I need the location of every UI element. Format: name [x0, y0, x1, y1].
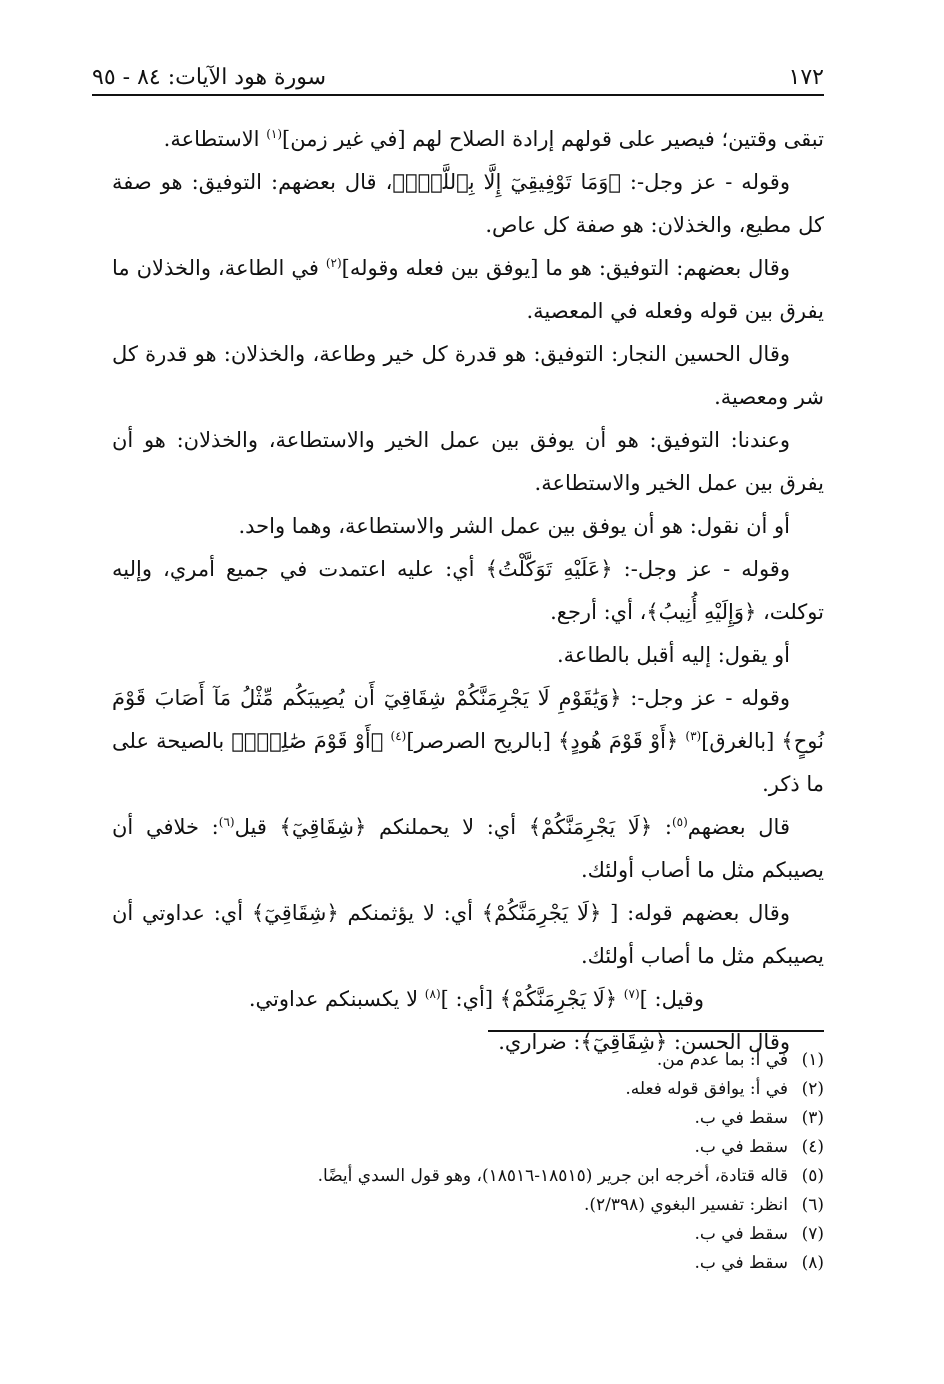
footnote: (٢)في أ: يوافق قوله فعله.: [625, 1079, 824, 1099]
paragraph: قال بعضهم$^{(٥)}$: ﴿لَا يَجْرِمَنَّكُمْ﴾ أي: لا يحملنكم ﴿شِقَاقِيٓ﴾ قيل$^{(٦)}$: خلافي أن يصيبكم مثل ما أصاب أولئك.: [112, 815, 824, 882]
footnote-ref[interactable]: (٦): [218, 815, 235, 829]
running-title: سورة هود الآيات: ٨٤ - ٩٥: [92, 65, 327, 90]
paragraph: وقال بعضهم قوله: [ ﴿لَا يَجْرِمَنَّكُمْ﴾ أي: لا يؤثمنكم ﴿شِقَاقِيٓ﴾ أي: عداوتي أن يصيبكم مثل ما أصاب أولئك.: [112, 901, 824, 968]
paragraph: وقوله - عز وجل-: ﴿وَيَٰقَوْمِ لَا يَجْرِمَنَّكُمْ شِقَاقِيٓ أَن يُصِيبَكُم مِّثْلُ مَآ أَصَابَ قَوْمَ نُوحٍ﴾ [بالغرق]$^{(٣)}$ ﴿أَوْ قَوْمَ هُودٍ﴾ [بالريح الصرصر]$^{(٤)}$ ﴿أَوْ قَوْمَ صَٰلِحٍۚ﴾ بالصيحة على ما ذكر.: [112, 686, 824, 796]
footnote-ref[interactable]: (٥): [671, 815, 688, 829]
paragraph: وقال بعضهم: التوفيق: هو ما [يوفق بين فعله وقوله]$^{(٢)}$ في الطاعة، والخذلان ما يفرق بين قوله وفعله في المعصية.: [112, 256, 824, 323]
paragraph: وقوله - عز وجل-: ﴿عَلَيْهِ تَوَكَّلْتُ﴾ أي: عليه اعتمدت في جميع أمري، وإليه توكلت، ﴿وَإِلَيْهِ أُنِيبُ﴾، أي: أرجع.: [112, 557, 824, 624]
main-text: [112, 118, 824, 1064]
paragraph: وقوله - عز وجل-: ﴿وَمَا تَوْفِيقِيٓ إِلَّا بِٱللَّهِۚ﴾، قال بعضهم: التوفيق: هو صفة كل مطيع، والخذلان: هو صفة كل عاص.: [112, 170, 824, 237]
footnote-ref[interactable]: (٤): [390, 729, 407, 743]
footnote-ref[interactable]: (٨): [424, 987, 441, 1001]
footnote-ref[interactable]: (١): [266, 127, 283, 141]
paragraph: وقال الحسن: ﴿شِقَاقِيٓ﴾: ضراري.: [498, 1030, 790, 1054]
footnote-ref[interactable]: (٧): [623, 987, 640, 1001]
footnote: (٧)سقط في ب.: [694, 1224, 824, 1244]
paragraph: أو أن نقول: هو أن يوفق بين عمل الشر والاستطاعة، وهما واحد.: [238, 514, 790, 538]
paragraph: وقيل: ]$^{(٧)}$ ﴿لَا يَجْرِمَنَّكُمْ﴾ [أي: ]$^{(٨)}$ لا يكسبنكم عداوتي.: [248, 987, 704, 1011]
footnotes-list: [112, 1046, 824, 1278]
paragraph: وقال الحسين النجار: التوفيق: هو قدرة كل خير وطاعة، والخذلان: هو قدرة كل شر ومعصية.: [112, 342, 824, 409]
footnote: (٥)قاله قتادة، أخرجه ابن جرير (١٨٥١٥-١٨٥١٦)، وهو قول السدي أيضًا.: [317, 1166, 824, 1186]
paragraph: وعندنا: التوفيق: هو أن يوفق بين عمل الخير والاستطاعة، والخذلان: هو أن يفرق بين عمل الخير والاستطاعة.: [112, 428, 824, 495]
page-number: ١٧٢: [788, 65, 824, 90]
footnote: (١)في أ: بما عدم من.: [656, 1050, 824, 1070]
page-header: [92, 56, 824, 96]
footnote: (٣)سقط في ب.: [694, 1108, 824, 1128]
footnote: (٤)سقط في ب.: [694, 1137, 824, 1157]
footnote: (٦)انظر: تفسير البغوي (٢/٣٩٨).: [584, 1195, 824, 1215]
footnote-divider: [488, 1030, 824, 1032]
paragraph: أو يقول: إليه أقبل بالطاعة.: [557, 643, 790, 667]
footnote-ref[interactable]: (٢): [325, 256, 342, 270]
footnote-ref[interactable]: (٣): [685, 729, 702, 743]
footnote: (٨)سقط في ب.: [694, 1253, 824, 1273]
paragraph: تبقى وقتين؛ فيصير على قولهم إرادة الصلاح لهم [في غير زمن]$^{(١)}$ الاستطاعة.: [163, 127, 824, 151]
